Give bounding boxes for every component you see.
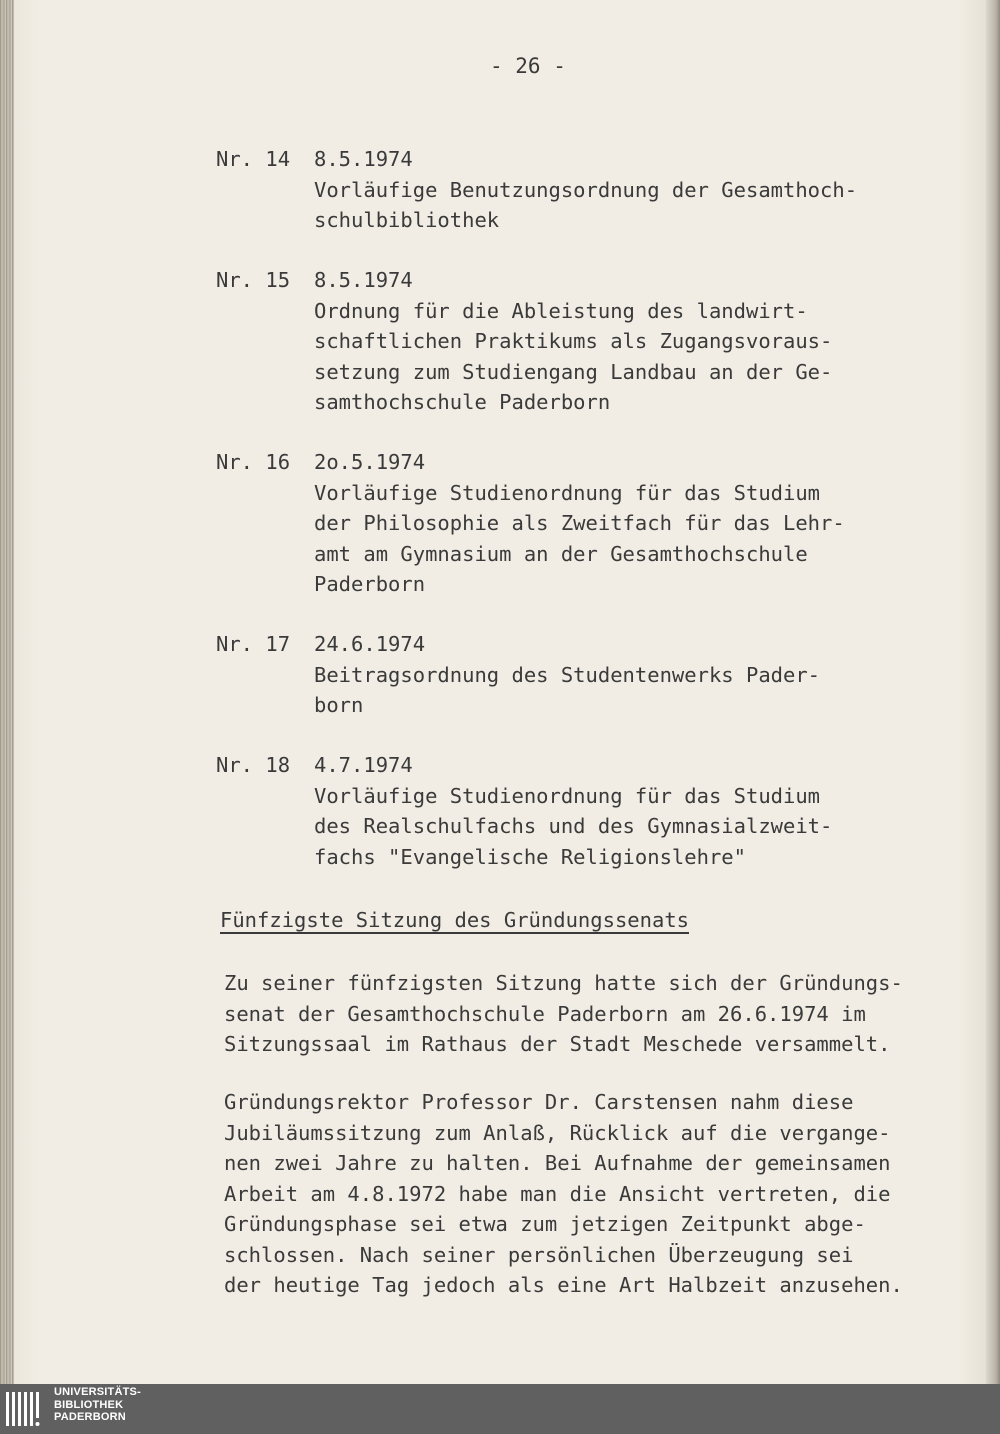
entry-title-line: fachs "Evangelische Religionslehre" [314,844,746,869]
entry-title-line: born [314,693,364,717]
section-heading: Fünfzigste Sitzung des Gründungssenats [220,908,689,932]
page-number: - 26 - [490,54,566,78]
entry-date: 8.5.1974 [314,147,413,171]
paragraph-line: Zu seiner fünfzigsten Sitzung hatte sich der Gründungs- [224,971,903,995]
entry-number: Nr. 16 [216,450,291,474]
paragraph [224,1087,903,1301]
paragraph-line: Sitzungssaal im Rathaus der Stadt Meschede versammelt. [224,1032,891,1056]
paragraph-line: schlossen. Nach seiner persönlichen Überzeugung sei [224,1242,854,1267]
paragraph-line: Arbeit am 4.8.1972 habe man die Ansicht vertreten, die [224,1181,891,1206]
entry-number: Nr. 18 [216,753,291,777]
library-logo-icon [4,1388,46,1430]
entry-body [314,629,874,721]
entry-title-line: schaftlichen Praktikums als Zugangsvoraus- [314,329,833,353]
entry-date: 24.6.1974 [314,632,426,656]
entry-title-line: samthochschule Paderborn [314,390,611,414]
entry-title-line: Vorläufige Studienordnung für das Studium [314,480,821,505]
entry-date: 2o.5.1974 [314,450,426,474]
entry-title-line: der Philosophie als Zweitfach für das Lehr- [314,511,845,535]
entry-title-line: Paderborn [314,572,426,596]
entry-title-line: Beitragsordnung des Studentenwerks Pader- [314,662,821,687]
paragraph-line: Jubiläumssitzung zum Anlaß, Rücklick auf die vergange- [224,1120,891,1145]
logo-line: BIBLIOTHEK [54,1398,124,1411]
library-logo-text [54,1386,141,1424]
library-footer [0,1384,1000,1434]
entry-number: Nr. 14 [216,147,291,171]
entry-title-line: schulbibliothek [314,208,500,232]
entry-number: Nr. 17 [216,632,291,656]
logo-line: UNIVERSITÄTS- [54,1386,141,1398]
entry-date: 8.5.1974 [314,268,413,292]
entry-title-line: amt am Gymnasium an der Gesamthochschule [314,541,808,566]
entry-date: 4.7.1974 [314,753,413,777]
entry-title-line: Ordnung für die Ableistung des landwirt- [314,298,808,323]
paragraph-line: nen zwei Jahre zu halten. Bei Aufnahme der gemeinsamen [224,1151,891,1175]
paragraph-line: senat der Gesamthochschule Paderborn am 26.6.1974 im [224,1001,866,1026]
entry-body [314,265,874,418]
entry-title-line: des Realschulfachs und des Gymnasialzweit- [314,814,833,838]
entry-title-line: Vorläufige Studienordnung für das Studium [314,783,821,808]
entry-body [314,447,874,600]
paragraph-line: Gründungsrektor Professor Dr. Carstensen nahm diese [224,1090,854,1114]
entry-title-line: setzung zum Studiengang Landbau an der Ge- [314,359,833,384]
entry-number: Nr. 15 [216,268,291,292]
logo-line: PADERBORN [54,1411,126,1423]
page-edge [986,0,1000,1384]
paragraph-line: der heutige Tag jedoch als eine Art Halbzeit anzusehen. [224,1273,903,1297]
entry-title-line: Vorläufige Benutzungsordnung der Gesamthoch- [314,177,858,202]
book-spine [0,0,14,1384]
entry-body [314,144,874,236]
paragraph-line: Gründungsphase sei etwa zum jetzigen Zeitpunkt abge- [224,1212,866,1236]
paragraph [224,968,903,1060]
entry-body [314,750,874,872]
